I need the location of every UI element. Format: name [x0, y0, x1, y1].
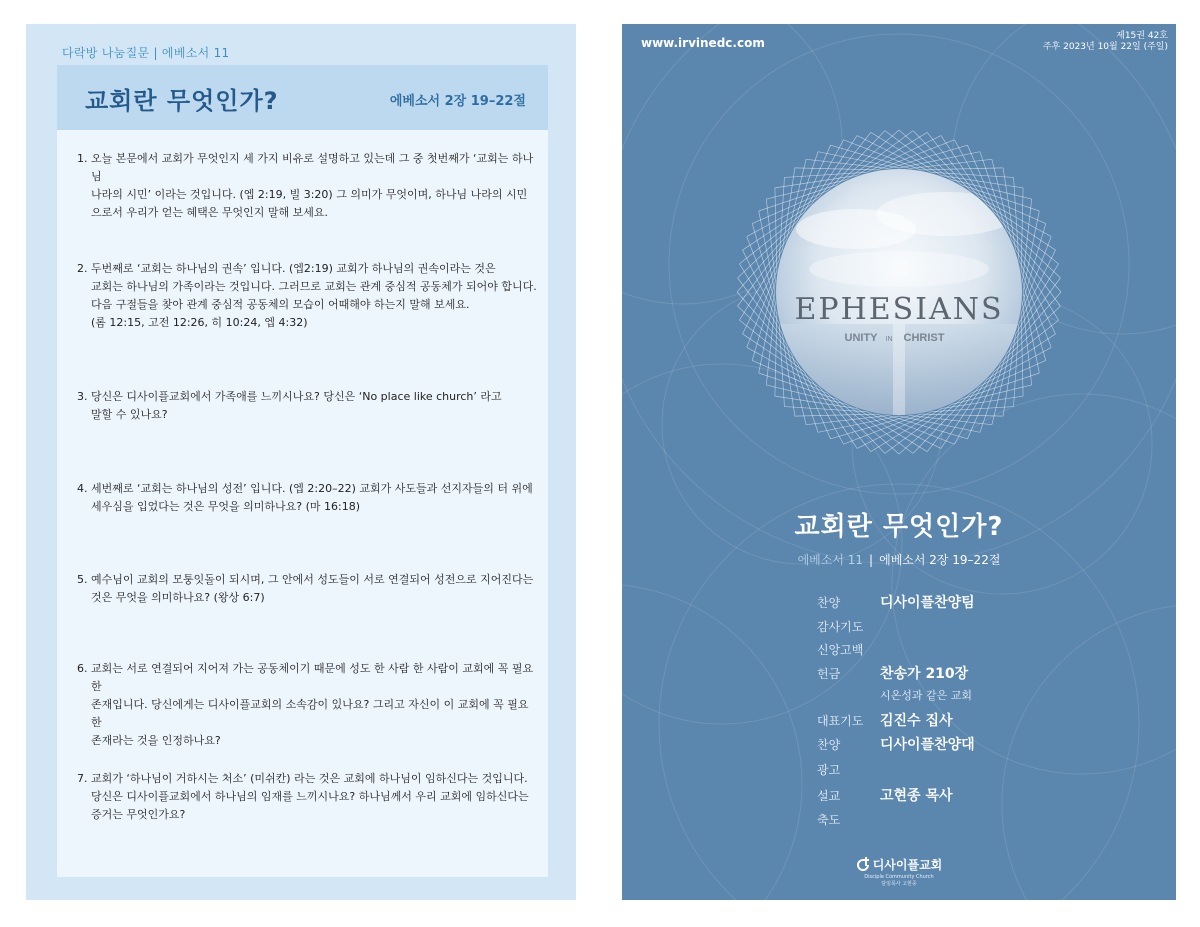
order-value: 찬송가 210장: [880, 666, 969, 682]
question-text: 교회는 서로 연결되어 지어져 가는 공동체이기 때문에 성도 한 사람 한 사람이 교회에 꼭 필요한 존재입니다. 당신에게는 디사이플교회의 소속감이 있나요? 그리고 자신이 이 교회에 꼭 필요한 존재라는 것을 인정하나요?: [91, 662, 534, 747]
order-label: 헌금: [817, 667, 841, 681]
question-text: 두번째로 ‘교회는 하나님의 권속’ 입니다. (엡2:19) 교회가 하나님의 권속이라는 것은 교회는 하나님의 가족이라는 것입니다. 그러므로 교회는 관계 중심적 공동체가 되어야 합니다. 다음 구절들을 찾아 관계 중심적 공동체의 모습이 어때해야 하는지 말해 보세요. (롬 12:15, 고전 12:26, 히 10:24, 엡 4:32): [91, 262, 537, 329]
right-page-cover: [622, 24, 1176, 900]
page-title: 교회란 무엇인가?: [85, 87, 279, 115]
order-value: 고현종 목사: [880, 788, 953, 804]
issue-info: [1043, 31, 1168, 53]
question-number: 5.: [77, 573, 88, 586]
question-list: [57, 130, 548, 877]
question-text: 오늘 본문에서 교회가 무엇인지 세 가지 비유로 설명하고 있는데 그 중 첫번째가 ‘교회는 하나님 나라의 시민’ 이라는 것입니다. (엡 2:19, 빌 3:20) 그 의미가 무엇이며, 하나님 나라의 시민 으로서 우리가 얻는 혜택은 무엇인지 말해 보세요.: [91, 152, 534, 219]
question-number: 4.: [77, 482, 88, 495]
question-item: [77, 770, 537, 824]
question-text: 세번째로 ‘교회는 하나님의 성전’ 입니다. (엡 2:20–22) 교회가 사도들과 선지자들의 터 위에 세우심을 입었다는 것은 무엇을 의미하나요? (마 16:18): [91, 482, 533, 513]
church-logo-icon: [856, 857, 870, 873]
question-number: 7.: [77, 772, 88, 785]
title-band: [57, 65, 548, 130]
question-text: 예수님이 교회의 모퉁잇돌이 되시며, 그 안에서 성도들이 서로 연결되어 성전으로 지어진다는 것은 무엇을 의미하나요? (왕상 6:7): [91, 573, 534, 604]
order-label: 축도: [817, 813, 841, 827]
question-item: [77, 480, 537, 516]
question-item: [77, 388, 537, 424]
left-page: [26, 24, 576, 900]
order-value: 디사이플찬양대: [880, 737, 975, 753]
cover-scripture: 에베소서 2장 19–22절: [879, 553, 1001, 567]
question-item: [77, 571, 537, 607]
website-url: www.irvinedc.com: [641, 36, 765, 50]
order-label: 광고: [817, 763, 841, 777]
question-text: 당신은 디사이플교회에서 가족애를 느끼시나요? 당신은 ‘No place like church’ 라고 말할 수 있나요?: [91, 390, 502, 421]
order-label: 대표기도: [817, 714, 864, 728]
art-title: EPHESIANS: [794, 292, 1004, 327]
issue-volume: 제15권 42호: [1116, 31, 1168, 41]
question-number: 1.: [77, 152, 88, 165]
question-text: 교회가 ‘하나님이 거하시는 처소’ (미쉬칸) 라는 것은 교회에 하나님이 임하신다는 것입니다. 당신은 디사이플교회에서 하나님의 임재를 느끼시나요? 하나님께서 우리 교회에 임하신다는 증거는 무엇인가요?: [91, 772, 529, 821]
art-subtitle-unity: UNITY: [844, 332, 878, 344]
order-label: 감사기도: [817, 620, 864, 634]
question-item: [77, 150, 537, 222]
art-subtitle-christ: CHRIST: [903, 332, 945, 344]
series-label: 다락방 나눔질문 | 에베소서 11: [62, 46, 230, 60]
cover-separator: |: [869, 553, 874, 567]
question-number: 6.: [77, 662, 88, 675]
ephesians-cover-artwork: [736, 79, 1062, 504]
order-subtitle: 시온성과 같은 교회: [880, 689, 973, 702]
cover-subtitle: [622, 551, 1176, 568]
question-item: [77, 660, 537, 750]
question-number: 3.: [77, 390, 88, 403]
issue-date: 주후 2023년 10월 22일 (주일): [1042, 42, 1168, 52]
church-logo: [622, 854, 1176, 887]
church-english-name: Disciple Community Church: [864, 874, 934, 880]
order-label: 찬양: [817, 596, 841, 610]
order-value: 김진수 집사: [880, 713, 953, 729]
order-label: 찬양: [817, 738, 841, 752]
church-pastor: 담임목사 고현종: [881, 881, 917, 887]
church-name: 디사이플교회: [872, 858, 943, 872]
question-item: [77, 260, 537, 332]
cover-series: 에베소서 11: [797, 553, 864, 567]
art-subtitle-in: IN: [885, 336, 893, 343]
order-label: 설교: [817, 789, 841, 803]
order-value: 디사이플찬양팀: [880, 595, 975, 611]
scripture-reference: 에베소서 2장 19–22절: [389, 94, 526, 109]
order-label: 신앙고백: [817, 643, 864, 657]
cover-title: 교회란 무엇인가?: [794, 512, 1004, 542]
question-number: 2.: [77, 262, 88, 275]
